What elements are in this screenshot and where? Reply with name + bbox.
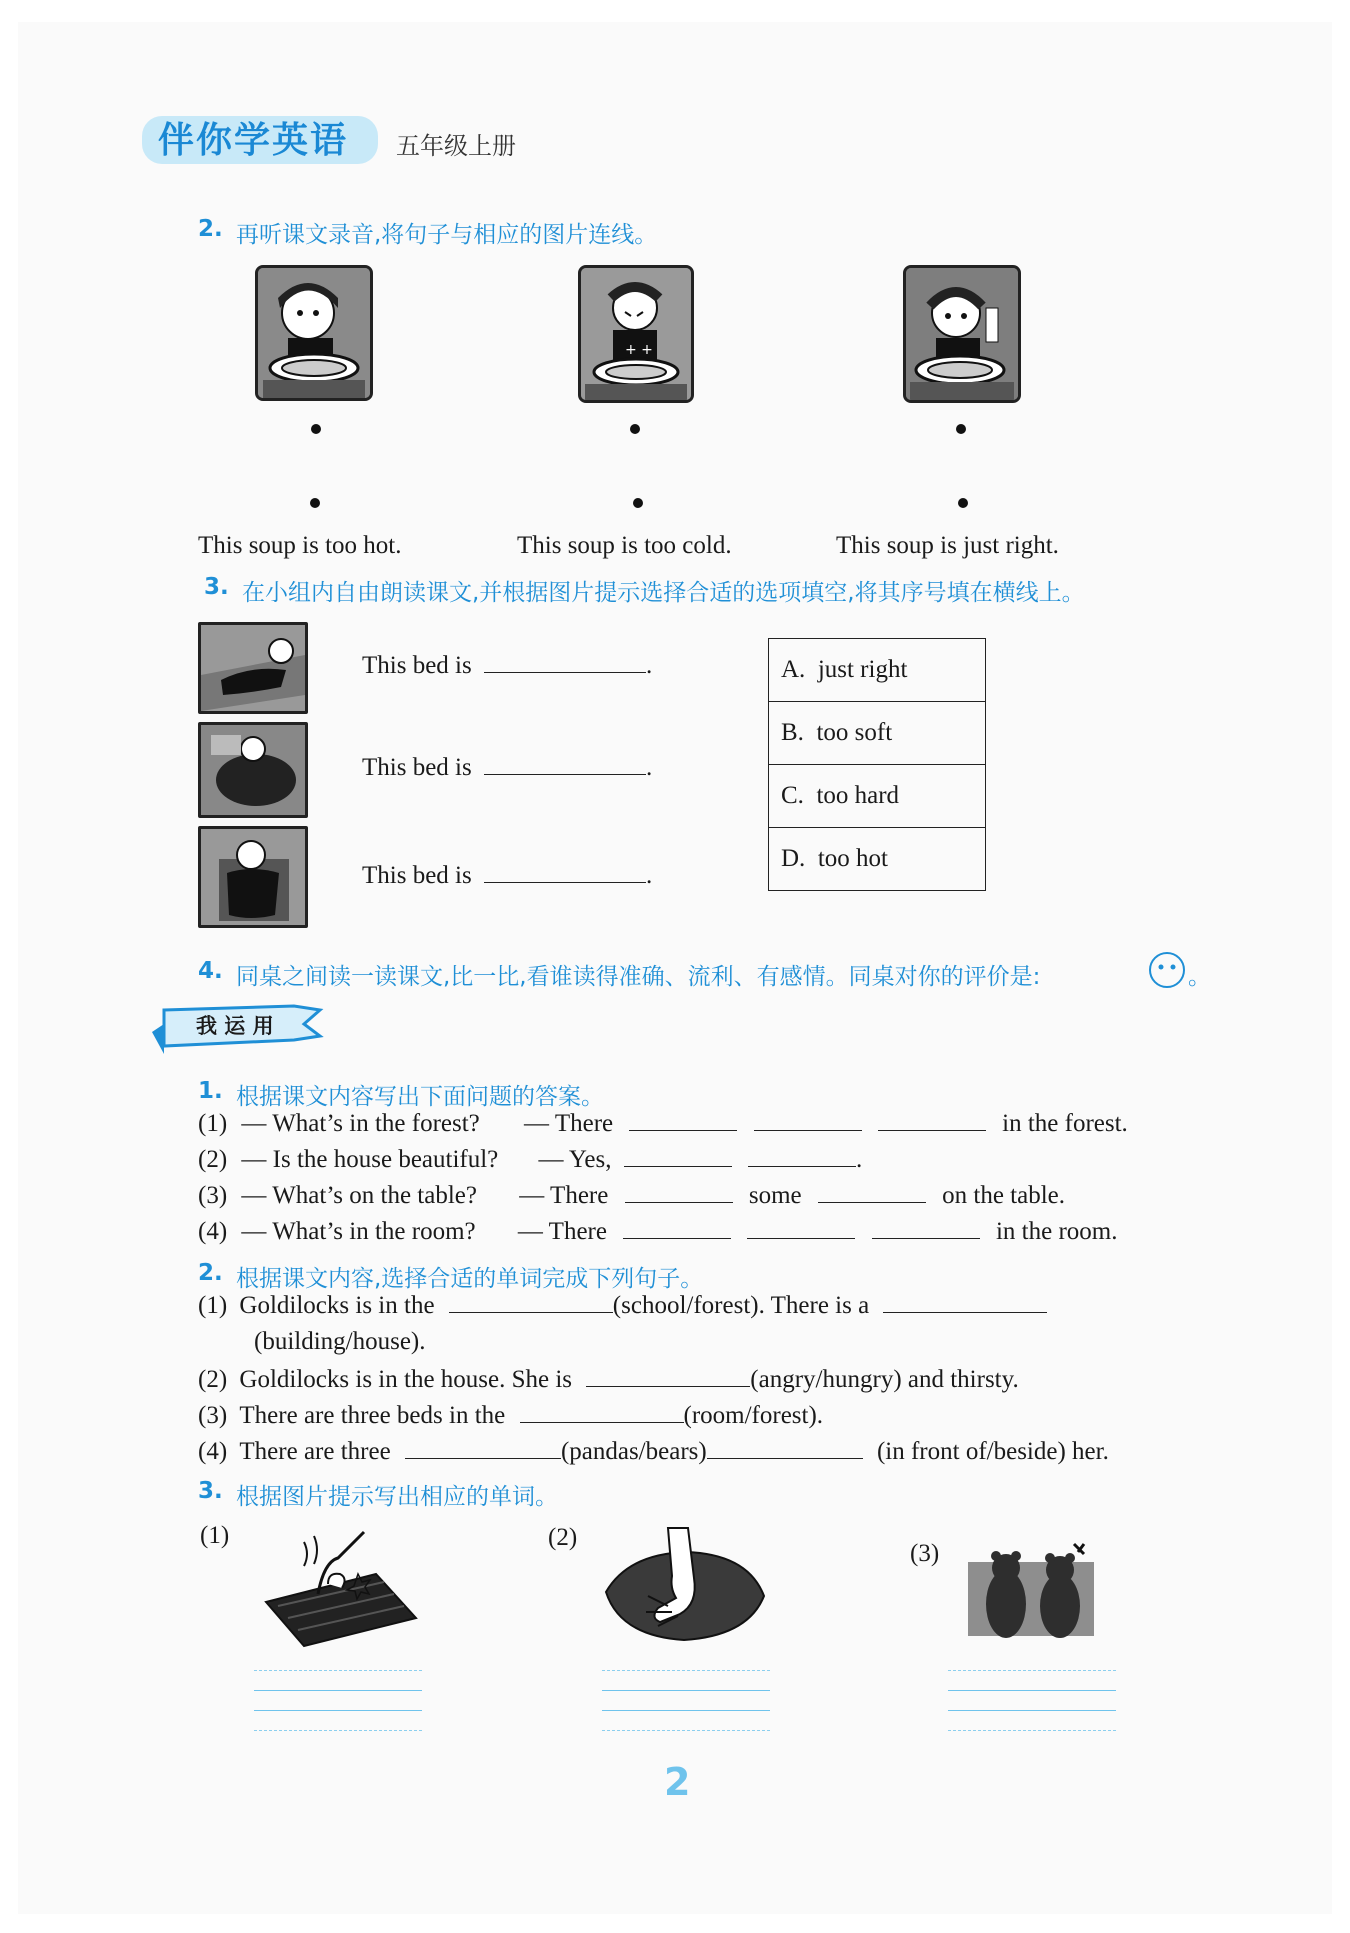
answer-blank[interactable] [878,1129,986,1131]
answer-blank[interactable] [484,773,646,775]
soup-sentence: This soup is too cold. [517,532,732,559]
item-number: (1) [200,1522,230,1549]
writing-line[interactable] [254,1710,422,1711]
page-number: 2 [664,1760,691,1804]
answer-blank[interactable] [484,881,646,883]
section-instruction: 再听课文录音,将句子与相应的图片连线。 [236,222,658,248]
section-instruction: 根据课文内容写出下面问题的答案。 [236,1084,604,1110]
answer-blank[interactable] [449,1311,613,1313]
answer-blank[interactable] [520,1421,684,1423]
section-number: 2. [198,216,223,242]
section-instruction: 同桌之间读一读课文,比一比,看谁读得准确、流利、有感情。同桌对你的评价是: [236,964,1041,990]
bed-picture-1 [198,622,308,714]
svg-text:+ +: + + [625,342,653,358]
girl-with-soup-icon [255,265,373,401]
match-dot-top-3[interactable] [956,424,966,434]
match-dot-top-2[interactable] [630,424,640,434]
section-end-mark: 。 [1188,964,1211,990]
answer-blank[interactable] [748,1165,856,1167]
soft-pillow-icon [598,1526,768,1644]
question-row-2: (2) — Is the house beautiful? — Yes, . [198,1146,863,1173]
match-dot-top-1[interactable] [311,424,321,434]
sentence-row-1-cont: (building/house). [254,1328,426,1355]
writing-line[interactable] [254,1730,422,1731]
answer-blank[interactable] [623,1237,731,1239]
item-number: (2) [548,1524,578,1551]
section-number: 3. [198,1478,223,1504]
hard-surface-icon [258,1522,418,1648]
banner-label: 我 运 用 [196,1014,274,1038]
writing-line[interactable] [602,1690,770,1691]
answer-blank[interactable] [624,1165,732,1167]
answer-blank[interactable] [872,1237,980,1239]
option-c: C. too hard [769,765,986,828]
sentence-row-1: (1) Goldilocks is in the (school/forest). There is a [198,1292,1047,1320]
answer-blank[interactable] [754,1129,862,1131]
bed-sentence-1: This bed is . [362,652,653,679]
answer-blank[interactable] [586,1385,750,1387]
section-number: 3. [204,574,229,600]
writing-line[interactable] [602,1730,770,1731]
bears-icon [966,1540,1096,1644]
girl-tasting-soup-icon [903,265,1021,403]
sentence-row-3: (3) There are three beds in the (room/forest). [198,1402,824,1429]
answer-blank[interactable] [818,1201,926,1203]
section-number: 4. [198,958,223,984]
writing-line[interactable] [602,1710,770,1711]
writing-line[interactable] [948,1690,1116,1691]
match-dot-bottom-2[interactable] [633,498,643,508]
writing-line[interactable] [948,1670,1116,1671]
bed-sentence-2: This bed is . [362,754,653,781]
section-instruction: 根据课文内容,选择合适的单词完成下列句子。 [236,1266,704,1292]
bed-picture-3 [198,826,308,928]
sentence-row-2: (2) Goldilocks is in the house. She is (angry/hungry) and thirsty. [198,1366,1019,1393]
option-a: A. just right [769,639,986,702]
option-b: B. too soft [769,702,986,765]
writing-line[interactable] [254,1670,422,1671]
options-table [768,638,986,891]
section-instruction: 在小组内自由朗读课文,并根据图片提示选择合适的选项填空,将其序号填在横线上。 [242,580,1085,606]
question-row-1: (1) — What’s in the forest? — There in the forest. [198,1110,1128,1137]
section-instruction: 根据图片提示写出相应的单词。 [236,1484,558,1510]
answer-blank[interactable] [484,671,646,673]
match-dot-bottom-1[interactable] [310,498,320,508]
answer-blank[interactable] [625,1201,733,1203]
writing-line[interactable] [948,1710,1116,1711]
soup-sentence: This soup is just right. [836,532,1059,559]
girl-crying-soup-icon [578,265,694,403]
section-number: 2. [198,1260,223,1286]
brand-title: 伴你学英语 [158,120,349,161]
sentence-row-4: (4) There are three (pandas/bears) (in front of/beside) her. [198,1438,1109,1465]
option-d: D. too hot [769,828,986,891]
writing-line[interactable] [602,1670,770,1671]
answer-blank[interactable] [707,1457,863,1459]
section-number: 1. [198,1078,223,1104]
item-number: (3) [910,1540,940,1567]
match-dot-bottom-3[interactable] [958,498,968,508]
question-row-4: (4) — What’s in the room? — There in the room. [198,1218,1118,1245]
answer-blank[interactable] [883,1311,1047,1313]
grade-label: 五年级上册 [396,132,516,160]
answer-blank[interactable] [629,1129,737,1131]
bed-picture-2 [198,722,308,818]
writing-line[interactable] [254,1690,422,1691]
answer-blank[interactable] [747,1237,855,1239]
smiley-face-icon [1148,951,1186,989]
answer-blank[interactable] [405,1457,561,1459]
bed-sentence-3: This bed is . [362,862,653,889]
soup-sentence: This soup is too hot. [198,532,402,559]
question-row-3: (3) — What’s on the table? — There some on the table. [198,1182,1066,1209]
writing-line[interactable] [948,1730,1116,1731]
